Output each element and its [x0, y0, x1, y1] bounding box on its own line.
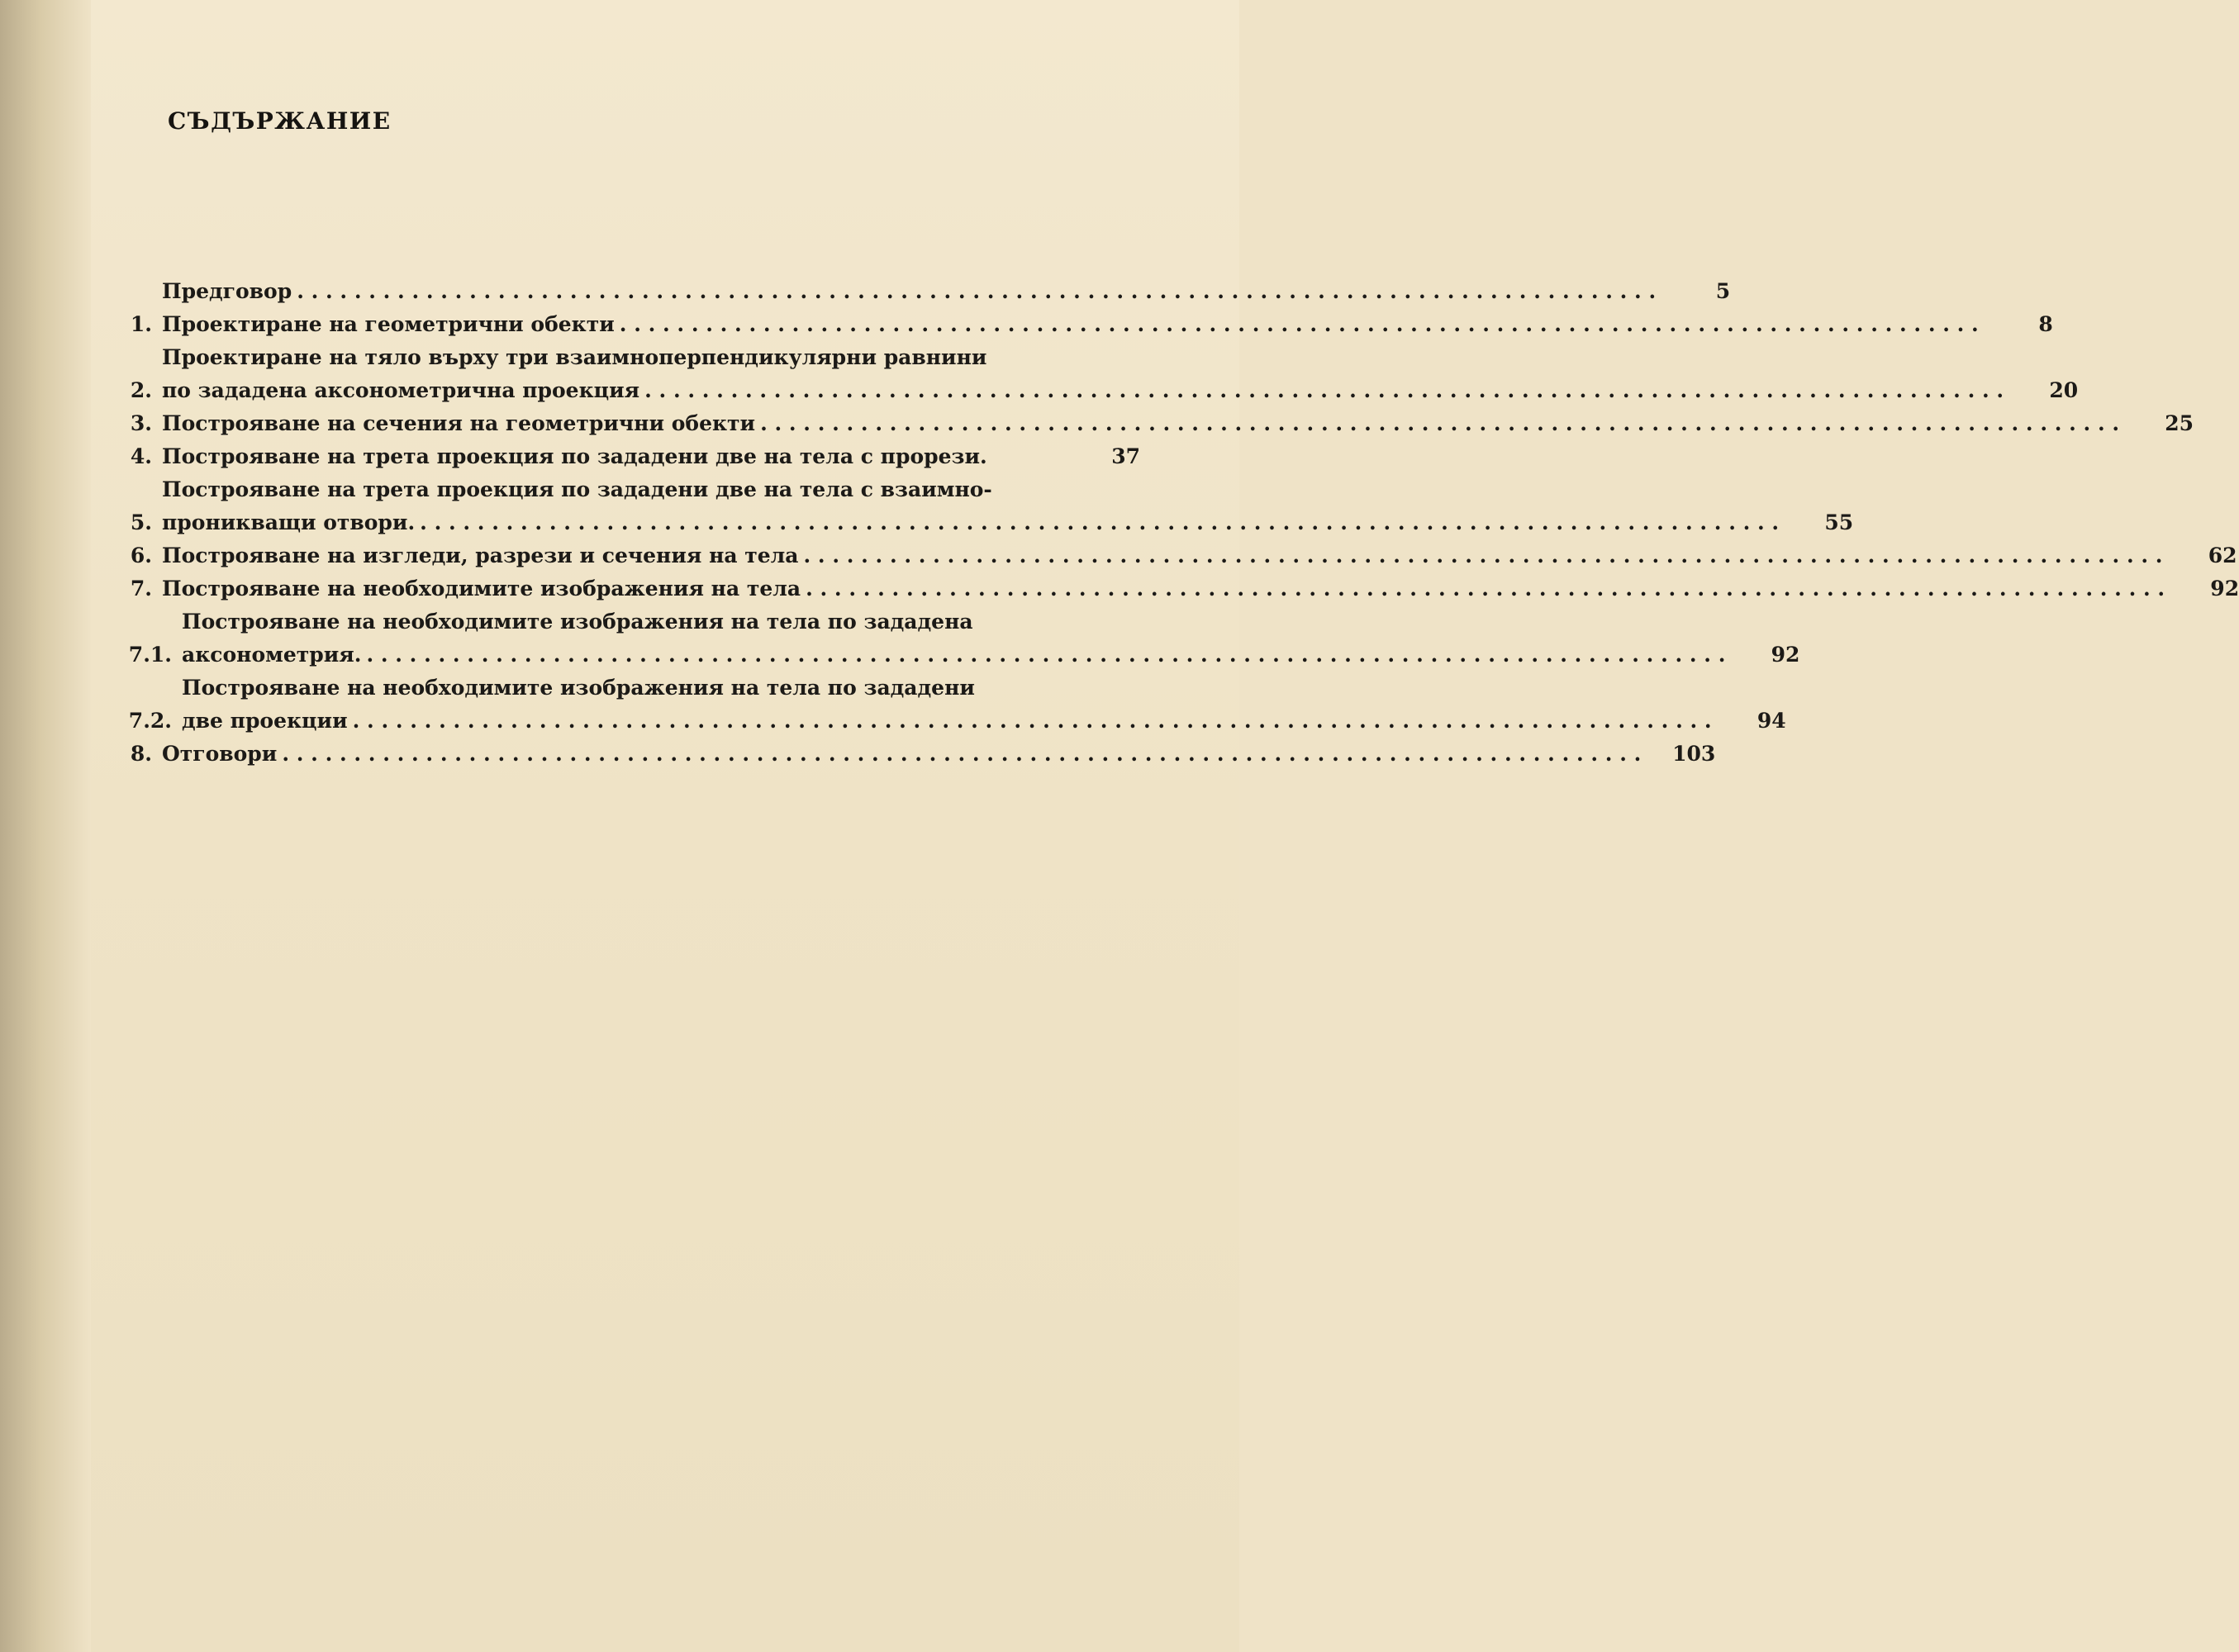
toc-entry-title-continued: проникващи отвори.: [162, 510, 416, 534]
dot-leader: [760, 407, 2119, 440]
toc-entry-number: 8.: [130, 742, 152, 766]
table-of-contents: [116, 275, 2239, 771]
toc-entry-number: 3.: [130, 411, 152, 435]
toc-entry-number: 5.: [130, 510, 152, 534]
toc-entry-number: 6.: [130, 544, 152, 567]
toc-entry-title-continued: по зададена аксонометрична проекция: [162, 378, 640, 402]
toc-entry-preface: [116, 275, 1731, 308]
toc-entry-page: 103: [1672, 742, 1716, 766]
toc-entry-number: 1.: [130, 312, 152, 336]
toc-entry-title-continued: две проекции: [182, 709, 348, 733]
toc-entry-number: 2.: [130, 378, 152, 402]
toc-entry-title: Построяване на трета проекция по зададени две на тела с взаимно-: [162, 477, 992, 501]
toc-entry-title: Проектиране на геометрични обекти: [162, 312, 615, 336]
toc-entry-page: 37: [1111, 444, 1140, 468]
dot-leader: [353, 705, 1712, 738]
toc-entry-title: Построяване на трета проекция по зададени две на тела с прорези.: [162, 444, 987, 468]
dot-leader: [806, 572, 2165, 605]
dot-leader: [620, 308, 1979, 341]
toc-entry-number: 7.1.: [128, 643, 172, 667]
toc-entry-number: 7.2.: [128, 709, 172, 733]
toc-entry-title: Построяване на необходимите изображения на тела по зададени: [182, 676, 975, 700]
toc-entry-title: Построяване на сечения на геометрични обекти: [162, 411, 756, 435]
toc-entry-7-2: [116, 672, 1786, 738]
toc-entry-page: 62: [2208, 544, 2237, 567]
dot-leader: [804, 539, 2163, 572]
toc-entry-title: Отговори: [162, 742, 278, 766]
page-title: СЪДЪРЖАНИЕ: [168, 107, 392, 135]
dot-leader: [420, 506, 1779, 539]
toc-entry-page: 20: [2049, 378, 2079, 402]
toc-entry-8: [116, 738, 1716, 771]
dot-leader: [282, 738, 1641, 771]
toc-entry-3: [116, 407, 2194, 440]
toc-entry-4: [116, 440, 1140, 473]
book-gutter-shadow: [0, 0, 91, 1652]
toc-entry-2: [116, 341, 2079, 407]
toc-entry-title: Построяване на необходимите изображения на тела по зададена: [182, 610, 973, 634]
toc-entry-number: 4.: [130, 444, 152, 468]
toc-entry-page: 92: [2210, 577, 2239, 601]
toc-entry-title: Проектиране на тяло върху три взаимноперпендикулярни равнини: [162, 345, 987, 369]
toc-entry-5: [116, 473, 1854, 539]
toc-entry-6: [116, 539, 2237, 572]
toc-entry-title: Построяване на необходимите изображения на тела: [162, 577, 801, 601]
toc-entry-page: 25: [2165, 411, 2194, 435]
toc-entry-page: 92: [1771, 643, 1800, 667]
toc-entry-title-continued: аксонометрия.: [182, 643, 362, 667]
toc-entry-page: 94: [1756, 709, 1786, 733]
toc-entry-title: Предговор: [162, 279, 292, 303]
dot-leader: [297, 275, 1656, 308]
dot-leader: [644, 374, 2004, 407]
toc-entry-1: [116, 308, 2053, 341]
toc-entry-7-1: [116, 605, 1800, 672]
dot-leader: [366, 638, 1725, 672]
toc-entry-page: 5: [1715, 279, 1731, 303]
book-page: [91, 0, 1239, 1652]
toc-entry-page: 55: [1824, 510, 1854, 534]
toc-entry-page: 8: [2038, 312, 2053, 336]
toc-entry-number: 7.: [130, 577, 152, 601]
toc-entry-7: [116, 572, 2239, 605]
toc-entry-title: Построяване на изгледи, разрези и сечения на тела: [162, 544, 799, 567]
